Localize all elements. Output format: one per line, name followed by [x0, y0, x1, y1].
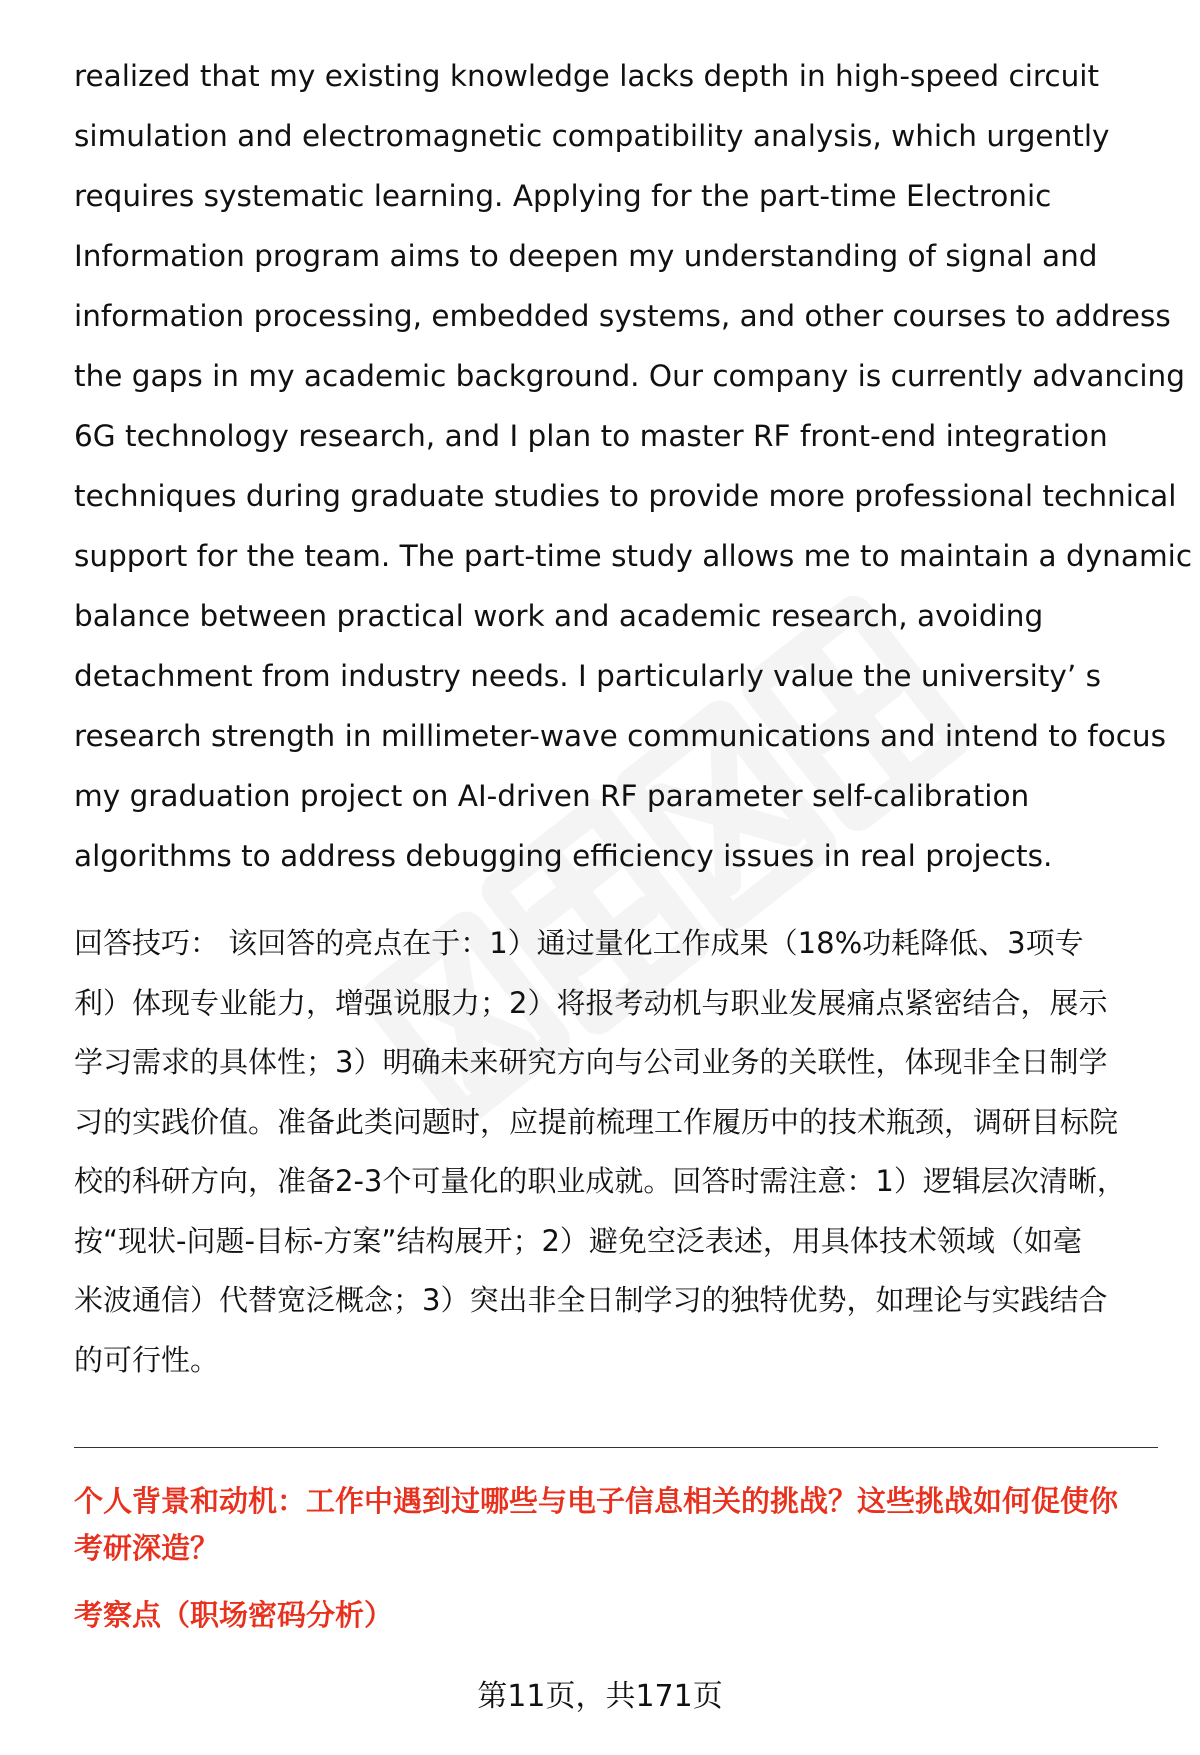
answer-line: 6G technology research, and I plan to master RF front-end integration — [74, 419, 1108, 453]
answer-paragraph — [74, 46, 1193, 886]
answer-line: my graduation project on AI-driven RF parameter self-calibration — [74, 779, 1030, 813]
section-divider — [74, 1447, 1158, 1448]
answer-line: Information program aims to deepen my understanding of signal and — [74, 239, 1098, 273]
answer-line: simulation and electromagnetic compatibility analysis, which urgently — [74, 119, 1110, 153]
answer-tips — [74, 914, 1154, 1390]
answer-line: support for the team. The part-time study allows me to maintain a dynamic — [74, 539, 1193, 573]
analysis-heading: 考察点（职场密码分析） — [74, 1598, 394, 1632]
answer-line: techniques during graduate studies to provide more professional technical — [74, 479, 1177, 513]
page-number: 第11页，共171页 — [477, 1679, 723, 1714]
tips-line: 校的科研方向，准备2-3个可量化的职业成就。回答时需注意：1）逻辑层次清晰， — [74, 1164, 1126, 1198]
answer-line: requires systematic learning. Applying for the part-time Electronic — [74, 179, 1052, 213]
question-line: 个人背景和动机：工作中遇到过哪些与电子信息相关的挑战？这些挑战如何促使你 — [74, 1484, 1119, 1518]
tips-line: 米波通信）代替宽泛概念；3）突出非全日制学习的独特优势，如理论与实践结合 — [74, 1283, 1108, 1317]
question-line: 考研深造？ — [74, 1531, 220, 1565]
answer-line: balance between practical work and academic research, avoiding — [74, 599, 1044, 633]
tips-line: 的可行性。 — [74, 1342, 220, 1377]
tips-line: 按“现状-问题-目标-方案”结构展开；2）避免空泛表述，用具体技术领域（如毫 — [74, 1223, 1082, 1258]
tips-line: 利）体现专业能力，增强说服力；2）将报考动机与职业发展痛点紧密结合，展示 — [74, 985, 1108, 1020]
answer-line: realized that my existing knowledge lacks depth in high-speed circuit — [74, 59, 1100, 93]
answer-line: the gaps in my academic background. Our company is currently advancing — [74, 359, 1185, 393]
tips-line: 学习需求的具体性；3）明确未来研究方向与公司业务的关联性，体现非全日制学 — [74, 1045, 1108, 1079]
question-heading — [74, 1478, 1164, 1572]
answer-line: detachment from industry needs. I particularly value the university’ s — [74, 659, 1101, 693]
answer-line: information processing, embedded systems, and other courses to address — [74, 299, 1171, 333]
answer-line: research strength in millimeter-wave communications and intend to focus — [74, 719, 1166, 753]
tips-line: 习的实践价值。准备此类问题时，应提前梳理工作履历中的技术瓶颈，调研目标院 — [74, 1104, 1119, 1139]
tips-line: 回答技巧： 该回答的亮点在于：1）通过量化工作成果（18%功耗降低、3项专 — [74, 926, 1084, 960]
answer-line: algorithms to address debugging efficiency issues in real projects. — [74, 839, 1053, 873]
